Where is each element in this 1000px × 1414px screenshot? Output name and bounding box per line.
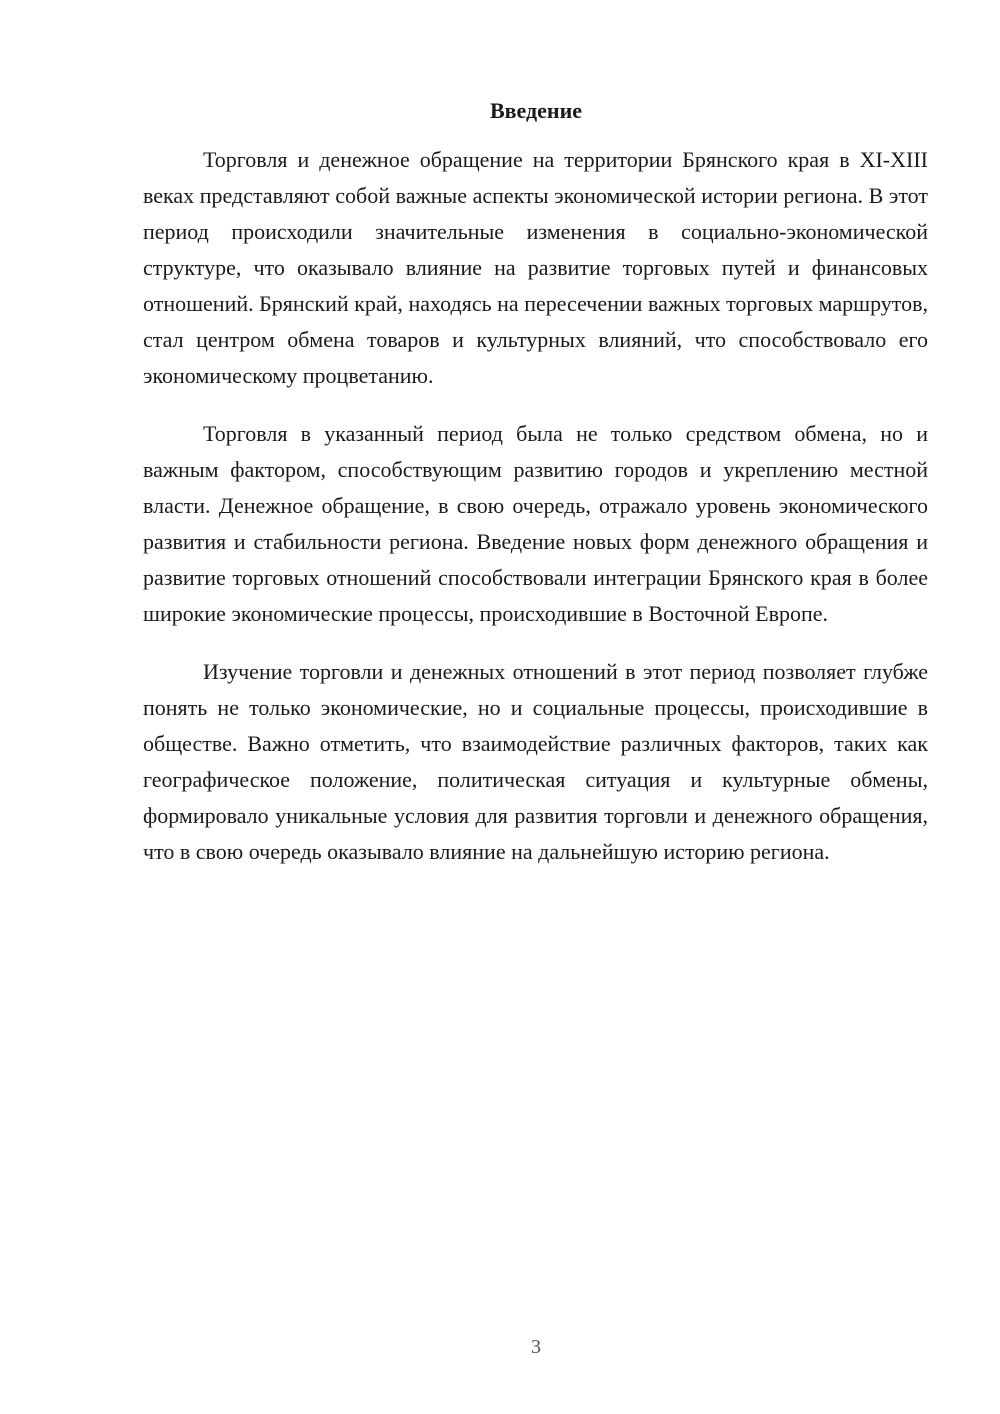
section-heading: Введение — [489, 98, 583, 123]
paragraph-1: Торговля и денежное обращение на территории Брянского края в XI-XIII веках представляют собой важные аспекты экономической истории региона. В этот период происходили значительные изменения в социально-экономической структуре, что оказывало влияние на развитие торговых путей и финансовых отношений. Брянский край, находясь на пересечении важных торговых маршрутов, стал центром обмена товаров и культурных влияний, что способствовало его экономическому процветанию. — [143, 147, 928, 388]
page-number: 3 — [531, 1336, 541, 1358]
paragraph-2: Торговля в указанный период была не только средством обмена, но и важным фактором, способствующим развитию городов и укреплению местной власти. Денежное обращение, в свою очередь, отражало уровень экономического развития и стабильности региона. Введение новых форм денежного обращения и развитие торговых отношений способствовали интеграции Брянского края в более широкие экономические процессы, происходившие в Восточной Европе. — [143, 421, 928, 626]
paragraph-3: Изучение торговли и денежных отношений в этот период позволяет глубже понять не только экономические, но и социальные процессы, происходившие в обществе. Важно отметить, что взаимодействие различных факторов, таких как географическое положение, политическая ситуация и культурные обмены, формировало уникальные условия для развития торговли и денежного обращения, что в свою очередь оказывало влияние на дальнейшую историю региона. — [143, 659, 928, 864]
body-text — [143, 142, 928, 892]
